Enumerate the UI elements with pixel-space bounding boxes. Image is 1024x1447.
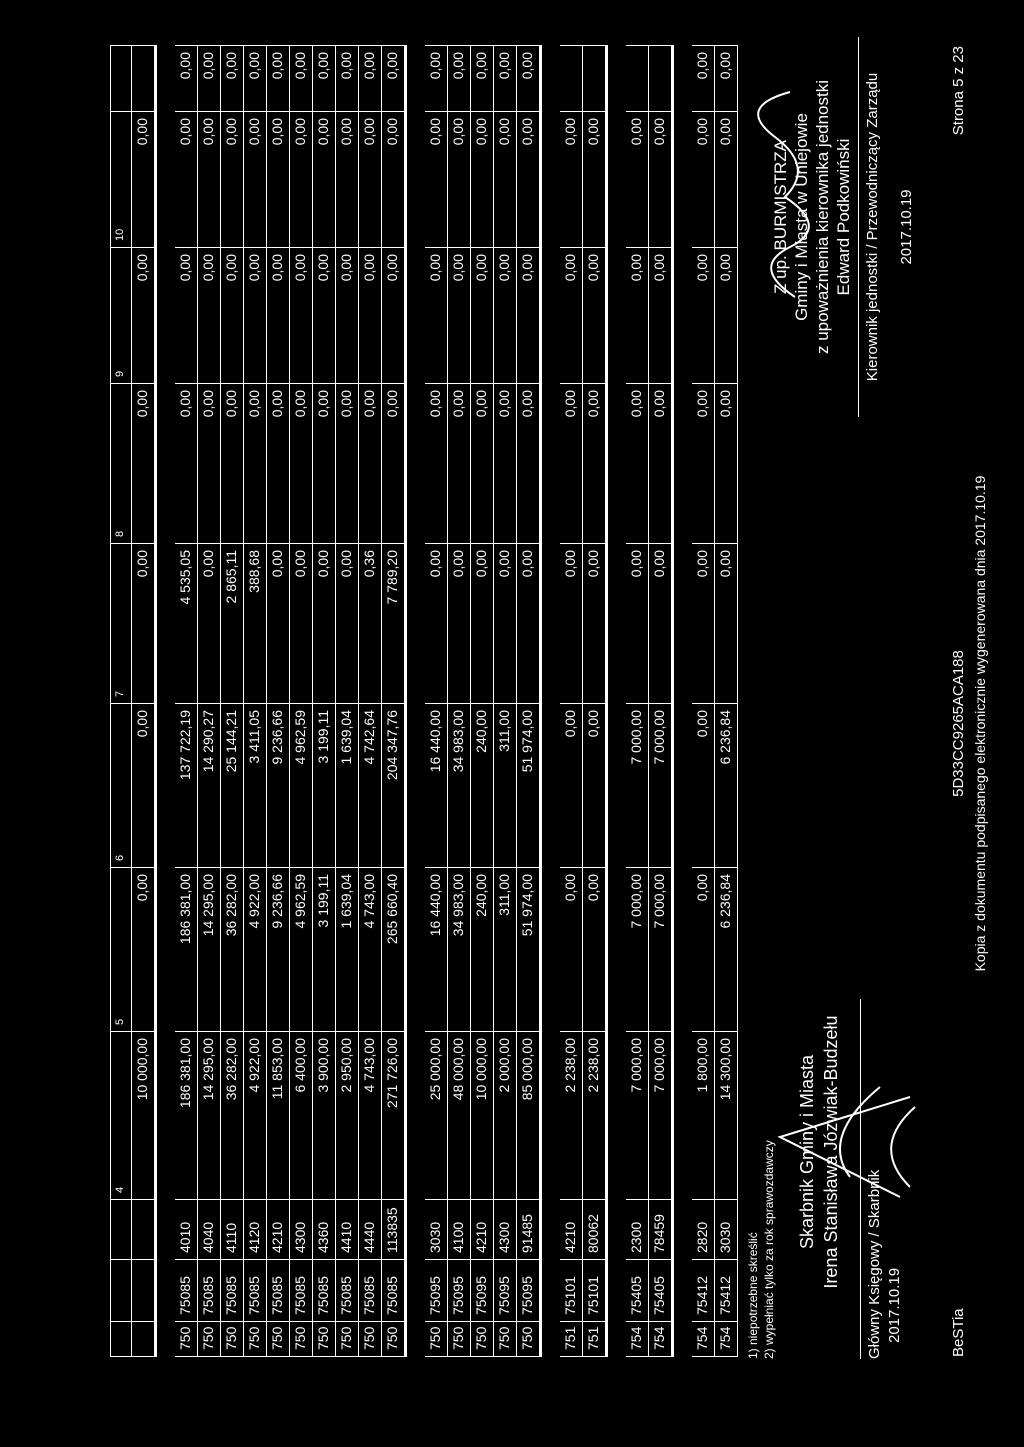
cell: 1 800,00 — [692, 1031, 714, 1199]
cell: 0,00 — [517, 45, 539, 111]
cell: 6 236,84 — [715, 867, 737, 1031]
cell: 0,00 — [175, 111, 197, 247]
cell: 0,00 — [175, 247, 197, 383]
cell: 311,00 — [494, 703, 516, 867]
cell: 4 922,00 — [244, 867, 266, 1031]
cell: 16 440,00 — [425, 703, 447, 867]
cell: 754 — [649, 1321, 671, 1357]
cell: 75085 — [221, 1259, 243, 1321]
cell: 75095 — [494, 1259, 516, 1321]
cell: 0,00 — [290, 45, 312, 111]
cell: 0,00 — [267, 111, 289, 247]
cell: 0,00 — [626, 383, 648, 543]
cell: 2 865,11 — [221, 543, 243, 703]
cell: 75095 — [471, 1259, 493, 1321]
table-row — [649, 45, 672, 1357]
treasurer-name: Irena Stanisława Józwiak-Budzełu — [821, 1015, 841, 1289]
cell: 0,00 — [583, 867, 605, 1031]
cell: 1 639,04 — [336, 703, 358, 867]
cell: 75085 — [359, 1259, 381, 1321]
cell: 0,00 — [471, 543, 493, 703]
cell: 4120 — [244, 1199, 266, 1259]
cell: 0,00 — [175, 45, 197, 111]
cell: 0,36 — [359, 543, 381, 703]
col-header: 9 — [111, 247, 131, 383]
cell: 0,00 — [583, 383, 605, 543]
cell: 0,00 — [425, 111, 447, 247]
cell: 25 144,21 — [221, 703, 243, 867]
table-row — [198, 45, 221, 1357]
cell: 0,00 — [382, 111, 404, 247]
cell: 0,00 — [448, 247, 470, 383]
cell: 7 000,00 — [649, 1031, 671, 1199]
cell: 750 — [198, 1321, 220, 1357]
cell: 0,00 — [132, 867, 154, 1031]
cell: 2820 — [692, 1199, 714, 1259]
cell: 14 290,27 — [198, 703, 220, 867]
table-row — [583, 45, 606, 1357]
footnote-1: 1) niepotrzebne skreślić — [746, 1232, 760, 1359]
cell: 75101 — [560, 1259, 582, 1321]
cell: 3 900,00 — [313, 1031, 335, 1199]
section-divider — [540, 45, 560, 1357]
cell: 0,00 — [359, 383, 381, 543]
treasurer-stamp — [795, 987, 843, 1317]
col-header: 7 — [111, 543, 131, 703]
cell: 0,00 — [336, 247, 358, 383]
cell: 0,00 — [517, 383, 539, 543]
cell: 0,00 — [715, 111, 737, 247]
cell: 0,00 — [359, 247, 381, 383]
cell: 0,00 — [494, 247, 516, 383]
copy-note: Kopia z dokumentu podpisanego elektronicznie wygenerowana dnia 2017.10.19 — [972, 475, 988, 972]
cell: 751 — [560, 1321, 582, 1357]
cell: 2300 — [626, 1199, 648, 1259]
cell: 0,00 — [198, 247, 220, 383]
cell: 0,00 — [583, 111, 605, 247]
cell: 3030 — [715, 1199, 737, 1259]
cell: 0,00 — [583, 703, 605, 867]
cell: 750 — [244, 1321, 266, 1357]
cell: 750 — [448, 1321, 470, 1357]
table-row — [221, 45, 244, 1357]
cell: 750 — [517, 1321, 539, 1357]
cell: 0,00 — [244, 247, 266, 383]
cell — [583, 45, 605, 111]
cell: 0,00 — [494, 543, 516, 703]
cell: 6 236,84 — [715, 703, 737, 867]
cell: 0,00 — [198, 543, 220, 703]
cell: 750 — [494, 1321, 516, 1357]
cell: 0,00 — [448, 45, 470, 111]
cell: 0,00 — [290, 543, 312, 703]
table-row — [692, 45, 715, 1357]
section-divider — [155, 45, 175, 1357]
cell: 4440 — [359, 1199, 381, 1259]
cell: 0,00 — [313, 383, 335, 543]
cell: 750 — [267, 1321, 289, 1357]
cell: 0,00 — [313, 111, 335, 247]
cell: 750 — [471, 1321, 493, 1357]
table-row — [359, 45, 382, 1357]
cell: 4410 — [336, 1199, 358, 1259]
cell: 34 983,00 — [448, 703, 470, 867]
cell: 0,00 — [517, 111, 539, 247]
cell: 0,00 — [425, 383, 447, 543]
cell: 0,00 — [198, 111, 220, 247]
head-of-unit-date: 2017.10.19 — [898, 189, 915, 265]
cell: 91485 — [517, 1199, 539, 1259]
cell: 2 238,00 — [560, 1031, 582, 1199]
cell: 4210 — [267, 1199, 289, 1259]
cell: 0,00 — [425, 45, 447, 111]
cell: 750 — [336, 1321, 358, 1357]
cell: 113835 — [382, 1199, 404, 1259]
cell: 0,00 — [692, 383, 714, 543]
cell: 0,00 — [336, 543, 358, 703]
cell: 75405 — [626, 1259, 648, 1321]
table-row — [517, 45, 540, 1357]
cell: 36 282,00 — [221, 1031, 243, 1199]
cell: 75095 — [517, 1259, 539, 1321]
cell: 7 000,00 — [626, 867, 648, 1031]
cell: 0,00 — [382, 247, 404, 383]
cell: 75085 — [267, 1259, 289, 1321]
cell: 0,00 — [382, 45, 404, 111]
table-row — [313, 45, 336, 1357]
cell: 0,00 — [583, 543, 605, 703]
cell: 0,00 — [448, 111, 470, 247]
cell: 4110 — [221, 1199, 243, 1259]
cell: 0,00 — [649, 383, 671, 543]
cell: 750 — [382, 1321, 404, 1357]
table-row — [336, 45, 359, 1357]
cell: 51 974,00 — [517, 703, 539, 867]
cell: 75085 — [175, 1259, 197, 1321]
cell: 0,00 — [517, 247, 539, 383]
cell: 0,00 — [494, 45, 516, 111]
cell: 750 — [313, 1321, 335, 1357]
cell: 750 — [175, 1321, 197, 1357]
cell: 0,00 — [583, 247, 605, 383]
chief-accountant-block — [860, 999, 905, 1359]
cell: 0,00 — [494, 111, 516, 247]
cell: 7 000,00 — [649, 867, 671, 1031]
cell: 4210 — [471, 1199, 493, 1259]
cell — [626, 45, 648, 111]
chief-accountant-date: 2017.10.19 — [886, 1267, 903, 1343]
cell: 0,00 — [267, 247, 289, 383]
cell: 0,00 — [132, 703, 154, 867]
cell: 0,00 — [425, 247, 447, 383]
cell: 4100 — [448, 1199, 470, 1259]
cell: 25 000,00 — [425, 1031, 447, 1199]
cell: 0,00 — [692, 247, 714, 383]
cell: 0,00 — [692, 703, 714, 867]
table-row — [175, 45, 198, 1357]
cell: 311,00 — [494, 867, 516, 1031]
document-id: 5D33CC9265ACA188 — [950, 650, 967, 797]
table-row — [715, 45, 738, 1357]
cell: 36 282,00 — [221, 867, 243, 1031]
cell: 75085 — [290, 1259, 312, 1321]
table-row — [494, 45, 517, 1357]
cell: 0,00 — [471, 111, 493, 247]
cell: 75101 — [583, 1259, 605, 1321]
cell: 754 — [692, 1321, 714, 1357]
table-row — [471, 45, 494, 1357]
cell: 75085 — [244, 1259, 266, 1321]
cell: 0,00 — [471, 247, 493, 383]
cell: 186 381,00 — [175, 867, 197, 1031]
cell: 7 000,00 — [649, 703, 671, 867]
cell: 51 974,00 — [517, 867, 539, 1031]
cell: 750 — [425, 1321, 447, 1357]
cell: 754 — [626, 1321, 648, 1357]
cell — [649, 45, 671, 111]
cell: 0,00 — [313, 45, 335, 111]
cell: 14 300,00 — [715, 1031, 737, 1199]
cell: 0,00 — [382, 383, 404, 543]
cell: 0,00 — [132, 111, 154, 247]
cell: 75085 — [336, 1259, 358, 1321]
cell: 0,00 — [267, 383, 289, 543]
cell: 0,00 — [649, 111, 671, 247]
cell: 0,00 — [425, 543, 447, 703]
cell: 0,00 — [560, 867, 582, 1031]
stamp-line: Gminy i Miasta w Uniejowie — [792, 113, 811, 321]
cell: 0,00 — [175, 383, 197, 543]
cell: 0,00 — [448, 383, 470, 543]
cell: 0,00 — [471, 45, 493, 111]
cell: 0,00 — [517, 543, 539, 703]
footnote-2: 2) wypełniać tylko za rok sprawozdawczy — [762, 1140, 776, 1359]
treasurer-title: Skarbnik Gminy i Miasta — [797, 1054, 817, 1250]
cell: 186 381,00 — [175, 1031, 197, 1199]
col-header: 8 — [111, 383, 131, 543]
cell: 0,00 — [626, 247, 648, 383]
cell: 4 962,59 — [290, 703, 312, 867]
cell: 34 983,00 — [448, 867, 470, 1031]
cell: 2 238,00 — [583, 1031, 605, 1199]
cell: 271 726,00 — [382, 1031, 404, 1199]
cell: 0,00 — [692, 867, 714, 1031]
cell: 0,00 — [336, 111, 358, 247]
cell: 10 000,00 — [132, 1031, 154, 1199]
section-divider — [672, 45, 692, 1357]
cell: 0,00 — [290, 247, 312, 383]
cell: 750 — [290, 1321, 312, 1357]
cell: 388,68 — [244, 543, 266, 703]
cell: 75412 — [692, 1259, 714, 1321]
page-number: Strona 5 z 23 — [950, 46, 967, 136]
cell: 0,00 — [560, 543, 582, 703]
cell: 0,00 — [649, 543, 671, 703]
cell: 0,00 — [267, 45, 289, 111]
cell: 2 000,00 — [494, 1031, 516, 1199]
cell: 0,00 — [359, 111, 381, 247]
cell: 3 199,11 — [313, 867, 335, 1031]
cell: 7 000,00 — [626, 1031, 648, 1199]
cell: 1 639,04 — [336, 867, 358, 1031]
column-number-header — [110, 45, 132, 1357]
section-divider — [405, 45, 425, 1357]
cell: 3030 — [425, 1199, 447, 1259]
cell — [560, 45, 582, 111]
cell: 0,00 — [715, 543, 737, 703]
cell: 11 853,00 — [267, 1031, 289, 1199]
table-row — [267, 45, 290, 1357]
cell: 75085 — [198, 1259, 220, 1321]
cell: 0,00 — [471, 383, 493, 543]
cell: 240,00 — [471, 703, 493, 867]
cell: 7 000,00 — [626, 703, 648, 867]
cell: 75405 — [649, 1259, 671, 1321]
cell: 4 742,64 — [359, 703, 381, 867]
cell: 4 962,59 — [290, 867, 312, 1031]
cell: 0,00 — [626, 111, 648, 247]
chief-accountant-label: Główny Księgowy / Skarbnik — [866, 1169, 883, 1359]
cell: 6 400,00 — [290, 1031, 312, 1199]
cell: 0,00 — [290, 111, 312, 247]
cell: 137 722,19 — [175, 703, 197, 867]
cell: 0,00 — [560, 247, 582, 383]
cell: 10 000,00 — [471, 1031, 493, 1199]
cell: 48 000,00 — [448, 1031, 470, 1199]
cell: 85 000,00 — [517, 1031, 539, 1199]
cell: 0,00 — [313, 247, 335, 383]
cell: 2 950,00 — [336, 1031, 358, 1199]
mayor-stamp — [770, 47, 854, 387]
cell: 750 — [221, 1321, 243, 1357]
cell: 0,00 — [560, 703, 582, 867]
col-header: 5 — [111, 867, 131, 1031]
cell: 0,00 — [448, 543, 470, 703]
stamp-name: Edward Podkowiński — [834, 138, 853, 296]
cell: 0,00 — [494, 383, 516, 543]
cell: 0,00 — [290, 383, 312, 543]
cell: 750 — [359, 1321, 381, 1357]
cell: 7 789,20 — [382, 543, 404, 703]
cell: 0,00 — [560, 383, 582, 543]
cell: 0,00 — [221, 383, 243, 543]
cell: 0,00 — [244, 111, 266, 247]
cell: 0,00 — [198, 383, 220, 543]
cell: 0,00 — [132, 543, 154, 703]
cell: 0,00 — [336, 45, 358, 111]
cell: 0,00 — [244, 383, 266, 543]
cell: 754 — [715, 1321, 737, 1357]
cell: 265 660,40 — [382, 867, 404, 1031]
table-row — [626, 45, 649, 1357]
cell: 0,00 — [221, 247, 243, 383]
prev-page-total-row — [132, 45, 155, 1357]
cell: 75412 — [715, 1259, 737, 1321]
cell: 0,00 — [221, 45, 243, 111]
cell: 75085 — [313, 1259, 335, 1321]
cell: 4300 — [290, 1199, 312, 1259]
brand-label: BeSTia — [950, 1308, 967, 1357]
cell: 75095 — [425, 1259, 447, 1321]
cell: 0,00 — [336, 383, 358, 543]
cell: 4010 — [175, 1199, 197, 1259]
cell: 0,00 — [313, 543, 335, 703]
cell: 14 295,00 — [198, 867, 220, 1031]
table-body — [175, 45, 738, 1357]
cell: 0,00 — [715, 247, 737, 383]
cell: 0,00 — [132, 247, 154, 383]
cell: 78459 — [649, 1199, 671, 1259]
cell: 4 535,05 — [175, 543, 197, 703]
cell: 0,00 — [715, 383, 737, 543]
cell: 240,00 — [471, 867, 493, 1031]
cell: 0,00 — [221, 111, 243, 247]
cell: 0,00 — [692, 45, 714, 111]
cell: 4360 — [313, 1199, 335, 1259]
cell: 0,00 — [692, 543, 714, 703]
cell: 204 347,76 — [382, 703, 404, 867]
cell: 80062 — [583, 1199, 605, 1259]
cell: 0,00 — [560, 111, 582, 247]
stamp-line: z upoważnienia kierownika jednostki — [813, 79, 832, 355]
cell: 4210 — [560, 1199, 582, 1259]
col-header: 10 — [111, 111, 131, 247]
cell: 9 236,66 — [267, 867, 289, 1031]
cell: 75085 — [382, 1259, 404, 1321]
col-header: 4 — [111, 1031, 131, 1199]
table-row — [244, 45, 267, 1357]
data-table — [110, 45, 738, 1357]
table-row — [560, 45, 583, 1357]
col-header: 6 — [111, 703, 131, 867]
cell: 4 922,00 — [244, 1031, 266, 1199]
section-divider — [606, 45, 626, 1357]
cell: 16 440,00 — [425, 867, 447, 1031]
cell: 0,00 — [267, 543, 289, 703]
cell: 3 411,05 — [244, 703, 266, 867]
cell: 4300 — [494, 1199, 516, 1259]
cell: 4 743,00 — [359, 1031, 381, 1199]
cell: 0,00 — [198, 45, 220, 111]
cell: 14 295,00 — [198, 1031, 220, 1199]
cell: 0,00 — [692, 111, 714, 247]
cell: 75095 — [448, 1259, 470, 1321]
table-row — [448, 45, 471, 1357]
cell: 4040 — [198, 1199, 220, 1259]
cell: 4 743,00 — [359, 867, 381, 1031]
stamp-line: Z up. BURMISTRZA — [771, 140, 790, 294]
table-row — [382, 45, 405, 1357]
cell: 0,00 — [626, 543, 648, 703]
head-of-unit-label: Kierownik jednostki / Przewodniczący Zarządu — [864, 72, 881, 382]
cell: 0,00 — [244, 45, 266, 111]
cell: 751 — [583, 1321, 605, 1357]
cell: 0,00 — [359, 45, 381, 111]
cell: 0,00 — [649, 247, 671, 383]
cell: 3 199,11 — [313, 703, 335, 867]
table-row — [425, 45, 448, 1357]
cell: 0,00 — [132, 383, 154, 543]
cell: 0,00 — [715, 45, 737, 111]
head-of-unit-block — [858, 37, 917, 417]
table-row — [290, 45, 313, 1357]
cell: 9 236,66 — [267, 703, 289, 867]
